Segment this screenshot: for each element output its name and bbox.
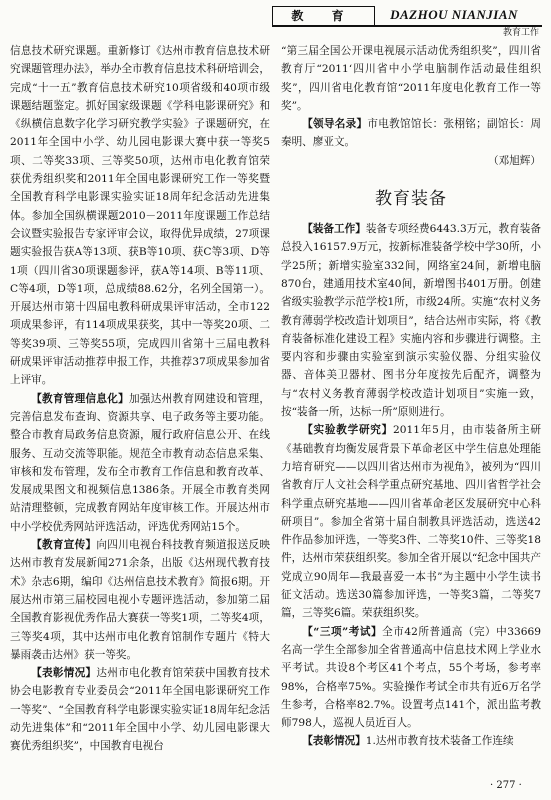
- paragraph-label: 【教育宣传】: [31, 539, 97, 552]
- paragraph: [10, 536, 270, 664]
- paragraph-text: 全市42所普通高（完）中33669名高一学生全部参加全省普通高中信息技术网上学业水平考试。共设8个考区41个考点，55个考场，参考率98%，合格率75%。实验操作考试全市共有近6万名学生参考，合格率82.7%。设置考点141个，派出监考教师798人，巡视人员近百人。: [281, 625, 541, 730]
- paragraph: “第三届全国公开课电视展示活动优秀组织奖”，四川省教育厅“2011‘四川省中小学电脑制作活动最佳组织奖”，四川省电化教育馆“2011年度电化教育工作一等奖”。: [281, 45, 541, 112]
- paragraph: [281, 732, 541, 750]
- paragraph-label: 【“三项”考试】: [302, 625, 383, 638]
- paragraph: [281, 623, 541, 733]
- paragraph: [10, 664, 270, 755]
- paragraph: 信息技术研究课题。重新修订《达州市教育信息技术研究课题管理办法》，举办全市教育信息技术科研培训会，完成“十一五”教育信息技术研究10项省级和40项市级课题结题鉴定。抓好国家级课题《学科电影课研究》和《纵横信息数字化学习研究教学实验》子课题研究，在2011年全国中小学、幼儿园电影课大赛中获一等奖5项、二等奖33项、三等奖50项，达州市电化教育馆荣获优秀组织奖和2011年全国电影课研究工作一等奖暨全国教育科学电影课实验实证18周年纪念活动先进集体。参加全国纵横课题2010－2011年度课题工作总结会议暨实验报告专家评审会议，取得优异成绩，27项课题实验报告获A等13项、获B等10项、获C等3项、D等1项（四川省30项课题参评，获A等14项、B等11项、C等4项，D等1项，总成绩88.62分，名列全国第一）。开展达州市第十四届电教科研成果评审活动，全市122项成果参评，有114项成果获奖，其中一等奖20项、二等奖39项、三等奖55项，完成四川省第十三届电教科研成果评审活动推荐申报工作，共推荐37项成果参加省上评审。: [10, 45, 270, 387]
- paragraph-label: 【教育管理信息化】: [31, 392, 129, 405]
- paragraph-label: 【领导名录】: [302, 118, 368, 131]
- right-column: [281, 42, 541, 782]
- paragraph-label: 【装备工作】: [302, 223, 366, 236]
- paragraph: [281, 115, 541, 152]
- paragraph-text: 加强达州教育网建设和管理，完善信息发布查询、资源共享、电子政务等主要功能。整合市教育局政务信息资源，履行政府信息公开、在线服务、互动交流等职能。规范全市教育动态信息采集、审核和发布管理，发布全市教育工作信息和教育改革、发展成果图文和视频信息1386条。开展全市教育类网站清理整顿，完成教育网站年度审核工作。开展达州市中小学校优秀网站评选活动，评选优秀网站15个。: [10, 392, 270, 533]
- paragraph-label: 【实验教学研究】: [302, 424, 394, 437]
- paragraph-label: 【表彰情况】: [302, 735, 366, 748]
- paragraph-text: 向四川电视台科技教育频道报送反映达州市教育发展新闻271余条，出版《达州现代教育技术》杂志6期，编印《达州信息技术教育》简报6期。开展达州市第三届校园电视小专题评选活动，参加第二届全国教育影视优秀作品大赛获一等奖1项，二等奖4项，三等奖4项，其中达州市电化教育馆制作专题片《特大暴雨袭击达州》获一等奖。: [10, 539, 270, 661]
- journal-name: DAZHOU NIANJIAN: [390, 7, 518, 22]
- paragraph-text: 装备专项经费6443.3万元，教育装备总投入16157.9万元，按新标准装备学校中学30所，小学25所；新增实验室332间，网络室24间，新增电脑870台，建通用技术室40间，新增图书401万册。创建省级实验教学示范学校1所，市级24所。实施“农村义务教育薄弱学校改造计划项目”，结合达州市实际，将《教育装备标准化建设工程》实施内容和步骤进行调整。主要内容和步骤由实验室到演示实验仪器、分组实验仪器、音体美卫器材、图书分年度按先后配齐，调整为与“农村义务教育薄弱学校改造计划项目”实施一致，按“装备一所，达标一所”原则进行。: [281, 223, 541, 419]
- header-rule: [272, 25, 542, 27]
- author-signature: （邓旭辉）: [488, 154, 541, 167]
- paragraph: [281, 421, 541, 622]
- paragraph: [281, 220, 541, 421]
- page-header: [0, 0, 551, 40]
- left-column: [10, 42, 270, 782]
- subsection-label: 教育工作: [502, 28, 539, 38]
- paragraph: [10, 390, 270, 536]
- paragraph-text: 达州市电化教育馆荣获中国教育技术协会电影教育专业委员会“2011年全国电影课研究工作一等奖”、“全国教育科学电影课实验实证18周年纪念活动先进集体”和“2011年全国中小学、幼儿园电影课大赛优秀组织奖”，中国教育电视台: [10, 667, 270, 753]
- paragraph-text: 2011年5月，由市装备所主研《基础教育均衡发展背景下革命老区中学生信息处理能力培育研究——以四川省达州市为视角》，被列为“四川省教育厅人文社会科学重点研究基地、四川省哲学社会科学重点研究基地——四川省革命老区发展研究中心科研项目”。参加全省第十届自制教具评选活动，选送42件作品参加评选，一等奖3件、二等奖10件、三等奖18件，达州市荣获组织奖。参加全省开展以“纪念中国共产党成立90周年—我最喜爱一本书”为主题中小学生读书征文活动。选送30篇参加评选，一等奖3篇，二等奖7篇，三等奖6篇。荣获组织奖。: [281, 424, 541, 620]
- section-label: 教 育: [272, 6, 375, 26]
- paragraph-label: 【表彰情况】: [31, 667, 97, 680]
- paragraph-text: 1.达州市教育技术装备工作连续: [365, 735, 514, 748]
- section-title: 教育装备: [375, 189, 447, 210]
- paragraph-text: 市电教馆馆长：张栩铭；副馆长：周秦明、廖亚文。: [281, 118, 541, 149]
- page-number: · 277 ·: [490, 780, 522, 791]
